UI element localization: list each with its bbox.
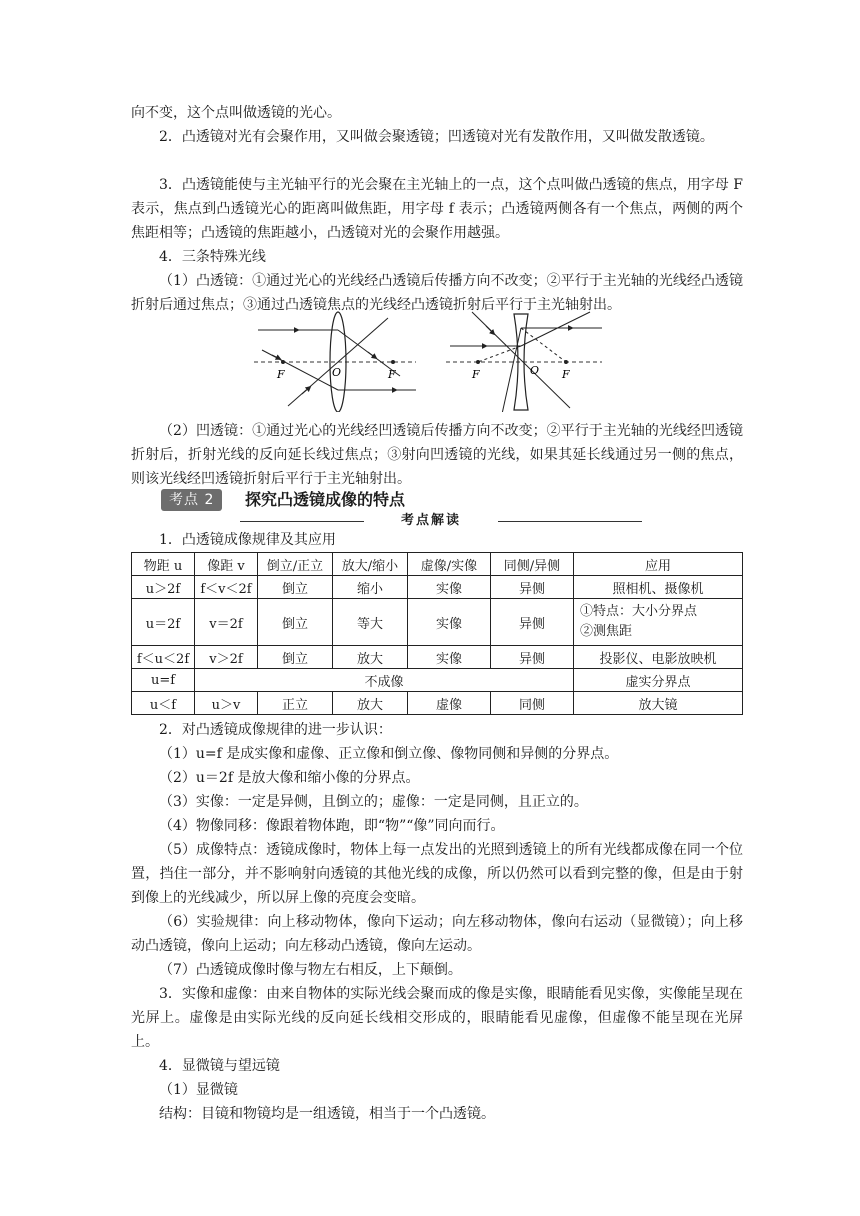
section1-title: 1．凸透镜成像规律及其应用: [159, 532, 336, 548]
section2-item: （1）u=f 是成实像和虚像、正立像和倒立像、像物同侧和异侧的分界点。: [159, 746, 619, 762]
table-cell: 同侧: [491, 692, 574, 715]
table-cell: 放大: [333, 646, 408, 669]
label-f-left: F: [277, 368, 285, 381]
section2-item: （5）成像特点：透镜成像时，物体上每一点发出的光照到透镜上的所有光线都成像在同一个位置，挡住一部分，并不影响射向透镜的其他光线的成像，所以仍然可以看到完整的像，但是由于射到像上的光线减少，所以屏上像的亮度会变暗。: [131, 842, 743, 906]
table-cell: 虚像: [408, 692, 491, 715]
kaodian-heading: [161, 489, 647, 513]
section4-body: 结构：目镜和物镜均是一组透镜，相当于一个凸透镜。: [159, 1106, 495, 1122]
table-cell: f＜v＜2f: [195, 576, 258, 599]
table-cell: 实像: [408, 646, 491, 669]
label-f-left-2: F: [472, 368, 480, 381]
table-row: [132, 576, 743, 599]
table-header: 物距 u: [132, 553, 195, 576]
label-o-2: O: [530, 364, 540, 377]
table-cell: 放大镜: [574, 692, 743, 715]
table-row: [132, 646, 743, 669]
table-header: 放大/缩小: [333, 553, 408, 576]
lens-ray-diagram: [250, 306, 610, 412]
kaodian-sub-label: 考点解读: [400, 513, 461, 528]
table-cell: u＝2f: [132, 599, 195, 646]
section3-paragraph: 3．实像和虚像：由来自物体的实际光线会聚而成的像是实像，眼睛能看见实像，实像能呈现在光屏上。虚像是由实际光线的反向延长线相交形成的，眼睛能看见虚像，但虚像不能呈现在光屏上。: [131, 986, 743, 1050]
section2-item: （7）凸透镜成像时像与物左右相反，上下颠倒。: [159, 962, 462, 978]
table-header: 倒立/正立: [258, 553, 333, 576]
section4-subtitle: （1）显微镜: [159, 1082, 238, 1098]
section2-title: 2．对凸透镜成像规律的进一步认识：: [159, 722, 392, 738]
imaging-rules-table: [131, 552, 743, 715]
convex-lens-diagram: [254, 312, 416, 412]
kaodian-subheading: [240, 514, 642, 528]
divider-right: [498, 521, 642, 522]
table-cell: 倒立: [258, 599, 333, 646]
table-cell: 等大: [333, 599, 408, 646]
table-cell: 投影仪、电影放映机: [574, 646, 743, 669]
section4-title: 4．显微镜与望远镜: [159, 1058, 280, 1074]
table-header: 虚像/实像: [408, 553, 491, 576]
table-cell: f＜u＜2f: [132, 646, 195, 669]
section2-item: （3）实像：一定是异侧，且倒立的；虚像：一定是同侧，且正立的。: [159, 794, 588, 810]
section2-item: （2）u＝2f 是放大像和缩小像的分界点。: [159, 770, 420, 786]
cell-line: ②测焦距: [580, 624, 633, 639]
table-cell: u＞v: [195, 692, 258, 715]
label-f-right-2: F: [562, 368, 570, 381]
section2-item: （4）物像同移：像跟着物体跑，即“物”“像”同向而行。: [159, 818, 505, 834]
table-cell: 实像: [408, 599, 491, 646]
table-cell: 实像: [408, 576, 491, 599]
table-cell: 不成像: [195, 669, 574, 692]
table-row: [132, 692, 743, 715]
paragraph-special-rays-title: 4．三条特殊光线: [159, 249, 266, 265]
table-header: 同侧/异侧: [491, 553, 574, 576]
table-row: [132, 669, 743, 692]
table-cell: 虚实分界点: [574, 669, 743, 692]
table-cell: 倒立: [258, 646, 333, 669]
table-cell: u＜f: [132, 692, 195, 715]
table-cell: 照相机、摄像机: [574, 576, 743, 599]
paragraph-convex-rays: （1）凸透镜：①通过光心的光线经凸透镜后传播方向不改变；②平行于主光轴的光线经凸透镜折射后通过焦点；③通过凸透镜焦点的光线经凸透镜折射后平行于主光轴射出。: [131, 273, 743, 313]
table-cell: 异侧: [491, 646, 574, 669]
table-cell: u＞2f: [132, 576, 195, 599]
table-cell: 倒立: [258, 576, 333, 599]
paragraph-focus: 3．凸透镜能使与主光轴平行的光会聚在主光轴上的一点，这个点叫做凸透镜的焦点，用字母 F 表示，焦点到凸透镜光心的距离叫做焦距，用字母 f 表示；凸透镜两侧各有一个焦点，两侧的两个焦距相等；凸透镜的焦距越小，凸透镜对光的会聚作用越强。: [131, 177, 743, 241]
table-cell: u=f: [132, 669, 195, 692]
divider-left: [240, 521, 364, 522]
table-cell: 异侧: [491, 576, 574, 599]
table-cell: 缩小: [333, 576, 408, 599]
table-cell: 异侧: [491, 599, 574, 646]
table-cell: [574, 599, 743, 646]
label-o: O: [332, 366, 342, 379]
paragraph-concave-rays: （2）凹透镜：①通过光心的光线经凹透镜后传播方向不改变；②平行于主光轴的光线经凹透镜折射后，折射光线的反向延长线过焦点；③射向凹透镜的光线，如果其延长线通过另一侧的焦点，则该光线经凹透镜折射后平行于主光轴射出。: [131, 423, 743, 487]
table-cell: 放大: [333, 692, 408, 715]
kaodian-badge: 考点 2: [161, 489, 222, 511]
paragraph-lens-types: 2．凸透镜对光有会聚作用，又叫做会聚透镜；凹透镜对光有发散作用，又叫做发散透镜。: [159, 129, 714, 145]
section2-item: （6）实验规律：向上移动物体，像向下运动；向左移动物体，像向右运动（显微镜）；向上移动凸透镜，像向上运动；向左移动凸透镜，像向左运动。: [131, 914, 743, 954]
table-header: 像距 v: [195, 553, 258, 576]
kaodian-title: 探究凸透镜成像的特点: [245, 490, 406, 509]
cell-line: ①特点：大小分界点: [580, 604, 698, 619]
table-cell: v＞2f: [195, 646, 258, 669]
concave-lens-diagram: [446, 312, 602, 412]
label-f-right: F: [388, 368, 396, 381]
table-cell: v＝2f: [195, 599, 258, 646]
table-header-row: [132, 553, 743, 576]
table-row: [132, 599, 743, 646]
paragraph-optical-center: 向不变，这个点叫做透镜的光心。: [131, 105, 341, 121]
table-cell: 正立: [258, 692, 333, 715]
table-header: 应用: [574, 553, 743, 576]
